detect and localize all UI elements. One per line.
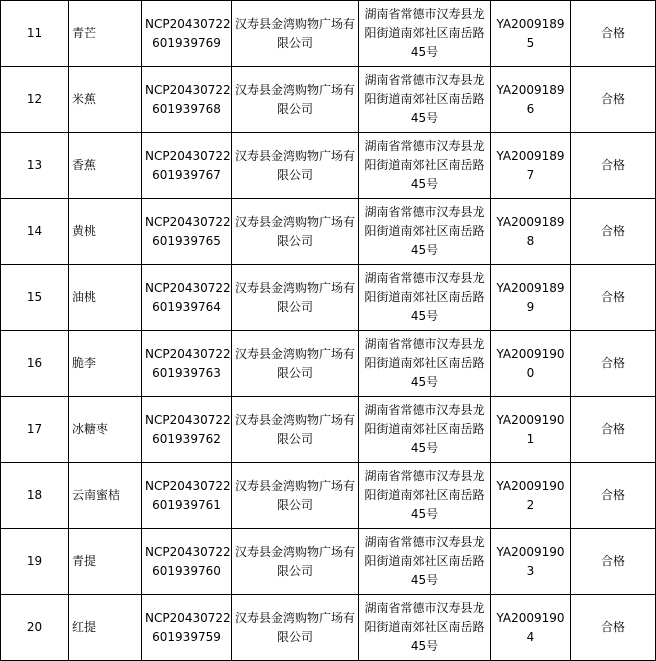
company-cell [232,1,359,67]
address-line-3: 45号 [410,375,439,389]
sample-code-cell [142,397,232,463]
address-cell [359,595,491,661]
sample-name-cell: 云南蜜桔 [69,463,142,529]
company-cell [232,463,359,529]
sample-name-cell: 黄桃 [69,199,142,265]
sample-code-cell [142,67,232,133]
report-number-cell: YA20091895 [491,1,571,67]
address-line-2: 阳街道南郊社区南岳路 [364,290,485,304]
address-line-2: 阳街道南郊社区南岳路 [364,92,485,106]
company-line-2: 限公司 [276,563,313,578]
sample-code-line-1: NCP20430722 [145,82,231,97]
result-cell: 合格 [571,133,656,199]
address-line-1: 湖南省常德市汉寿县龙 [364,601,485,615]
company-line-1: 汉寿县金湾购物广场有 [235,346,356,361]
address-line-1: 湖南省常德市汉寿县龙 [364,535,485,549]
report-number-cell: YA20091898 [491,199,571,265]
address-cell [359,133,491,199]
address-cell [359,397,491,463]
row-number-cell: 20 [1,595,69,661]
address-line-1: 湖南省常德市汉寿县龙 [364,139,485,153]
result-cell: 合格 [571,265,656,331]
sample-name-cell: 冰糖枣 [69,397,142,463]
address-cell [359,463,491,529]
address-cell [359,1,491,67]
sample-code-cell [142,331,232,397]
address-line-1: 湖南省常德市汉寿县龙 [364,469,485,483]
company-line-2: 限公司 [276,629,313,644]
result-cell: 合格 [571,595,656,661]
company-cell [232,67,359,133]
table-row [1,397,656,463]
address-line-3: 45号 [410,639,439,653]
sample-name-cell: 青提 [69,529,142,595]
row-number-cell: 19 [1,529,69,595]
company-line-2: 限公司 [276,299,313,314]
company-line-1: 汉寿县金湾购物广场有 [235,16,356,31]
report-number-cell: YA20091902 [491,463,571,529]
row-number-cell: 11 [1,1,69,67]
report-number-cell: YA20091903 [491,529,571,595]
address-cell [359,265,491,331]
company-line-1: 汉寿县金湾购物广场有 [235,214,356,229]
table-row [1,265,656,331]
company-line-1: 汉寿县金湾购物广场有 [235,280,356,295]
sample-name-cell: 油桃 [69,265,142,331]
address-line-1: 湖南省常德市汉寿县龙 [364,337,485,351]
table-row [1,331,656,397]
sample-code-line-1: NCP20430722 [145,544,231,559]
sample-code-line-1: NCP20430722 [145,346,231,361]
company-line-1: 汉寿县金湾购物广场有 [235,478,356,493]
company-cell [232,199,359,265]
address-line-3: 45号 [410,507,439,521]
result-cell: 合格 [571,331,656,397]
address-cell [359,331,491,397]
address-line-3: 45号 [410,309,439,323]
table-row [1,595,656,661]
company-line-2: 限公司 [276,167,313,182]
company-cell [232,397,359,463]
report-number-cell: YA20091896 [491,67,571,133]
address-line-1: 湖南省常德市汉寿县龙 [364,271,485,285]
sample-name-cell: 青芒 [69,1,142,67]
table-row [1,463,656,529]
row-number-cell: 15 [1,265,69,331]
report-number-cell: YA20091899 [491,265,571,331]
result-cell: 合格 [571,397,656,463]
address-line-3: 45号 [410,177,439,191]
address-line-2: 阳街道南郊社区南岳路 [364,356,485,370]
sample-code-line-1: NCP20430722 [145,478,231,493]
sample-code-cell [142,133,232,199]
address-line-2: 阳街道南郊社区南岳路 [364,224,485,238]
row-number-cell: 18 [1,463,69,529]
address-line-2: 阳街道南郊社区南岳路 [364,422,485,436]
sample-code-line-2: 601939768 [152,101,221,116]
address-line-3: 45号 [410,45,439,59]
sample-code-cell [142,463,232,529]
table-row [1,1,656,67]
sample-code-cell [142,199,232,265]
address-line-2: 阳街道南郊社区南岳路 [364,488,485,502]
result-cell: 合格 [571,463,656,529]
address-line-1: 湖南省常德市汉寿县龙 [364,73,485,87]
address-line-3: 45号 [410,111,439,125]
row-number-cell: 17 [1,397,69,463]
sample-code-line-2: 601939765 [152,233,221,248]
sample-code-line-1: NCP20430722 [145,148,231,163]
table-row [1,199,656,265]
company-cell [232,595,359,661]
company-cell [232,265,359,331]
company-cell [232,331,359,397]
address-line-1: 湖南省常德市汉寿县龙 [364,403,485,417]
address-cell [359,199,491,265]
address-line-2: 阳街道南郊社区南岳路 [364,554,485,568]
company-line-2: 限公司 [276,365,313,380]
company-line-1: 汉寿县金湾购物广场有 [235,412,356,427]
report-number-cell: YA20091901 [491,397,571,463]
sample-code-line-2: 601939764 [152,299,221,314]
report-number-cell: YA20091897 [491,133,571,199]
sample-name-cell: 米蕉 [69,67,142,133]
sample-code-line-1: NCP20430722 [145,412,231,427]
report-number-cell: YA20091904 [491,595,571,661]
sample-name-cell: 香蕉 [69,133,142,199]
result-cell: 合格 [571,529,656,595]
address-line-3: 45号 [410,441,439,455]
result-cell: 合格 [571,199,656,265]
row-number-cell: 12 [1,67,69,133]
address-line-3: 45号 [410,573,439,587]
company-line-2: 限公司 [276,497,313,512]
result-cell: 合格 [571,67,656,133]
company-line-2: 限公司 [276,35,313,50]
sample-code-line-2: 601939769 [152,35,221,50]
table-body [1,1,656,661]
company-line-1: 汉寿县金湾购物广场有 [235,610,356,625]
address-line-1: 湖南省常德市汉寿县龙 [364,205,485,219]
result-cell: 合格 [571,1,656,67]
company-line-2: 限公司 [276,431,313,446]
sample-code-line-1: NCP20430722 [145,280,231,295]
address-line-2: 阳街道南郊社区南岳路 [364,158,485,172]
sample-name-cell: 红提 [69,595,142,661]
table-row [1,133,656,199]
sample-code-line-2: 601939767 [152,167,221,182]
company-cell [232,133,359,199]
row-number-cell: 14 [1,199,69,265]
report-number-cell: YA20091900 [491,331,571,397]
sample-code-line-2: 601939761 [152,497,221,512]
company-line-2: 限公司 [276,101,313,116]
sample-name-cell: 脆李 [69,331,142,397]
address-line-3: 45号 [410,243,439,257]
sample-code-cell [142,595,232,661]
address-line-2: 阳街道南郊社区南岳路 [364,620,485,634]
sample-code-cell [142,265,232,331]
sample-code-line-2: 601939759 [152,629,221,644]
address-line-2: 阳街道南郊社区南岳路 [364,26,485,40]
sample-code-line-2: 601939762 [152,431,221,446]
sample-code-line-2: 601939763 [152,365,221,380]
sample-code-cell [142,529,232,595]
company-line-1: 汉寿县金湾购物广场有 [235,148,356,163]
address-line-1: 湖南省常德市汉寿县龙 [364,7,485,21]
company-line-1: 汉寿县金湾购物广场有 [235,544,356,559]
sample-code-line-2: 601939760 [152,563,221,578]
sample-code-line-1: NCP20430722 [145,610,231,625]
sample-code-cell [142,1,232,67]
table-row [1,67,656,133]
company-cell [232,529,359,595]
address-cell [359,67,491,133]
company-line-2: 限公司 [276,233,313,248]
address-cell [359,529,491,595]
company-line-1: 汉寿县金湾购物广场有 [235,82,356,97]
table-row [1,529,656,595]
row-number-cell: 13 [1,133,69,199]
sample-code-line-1: NCP20430722 [145,214,231,229]
sample-code-line-1: NCP20430722 [145,16,231,31]
row-number-cell: 16 [1,331,69,397]
